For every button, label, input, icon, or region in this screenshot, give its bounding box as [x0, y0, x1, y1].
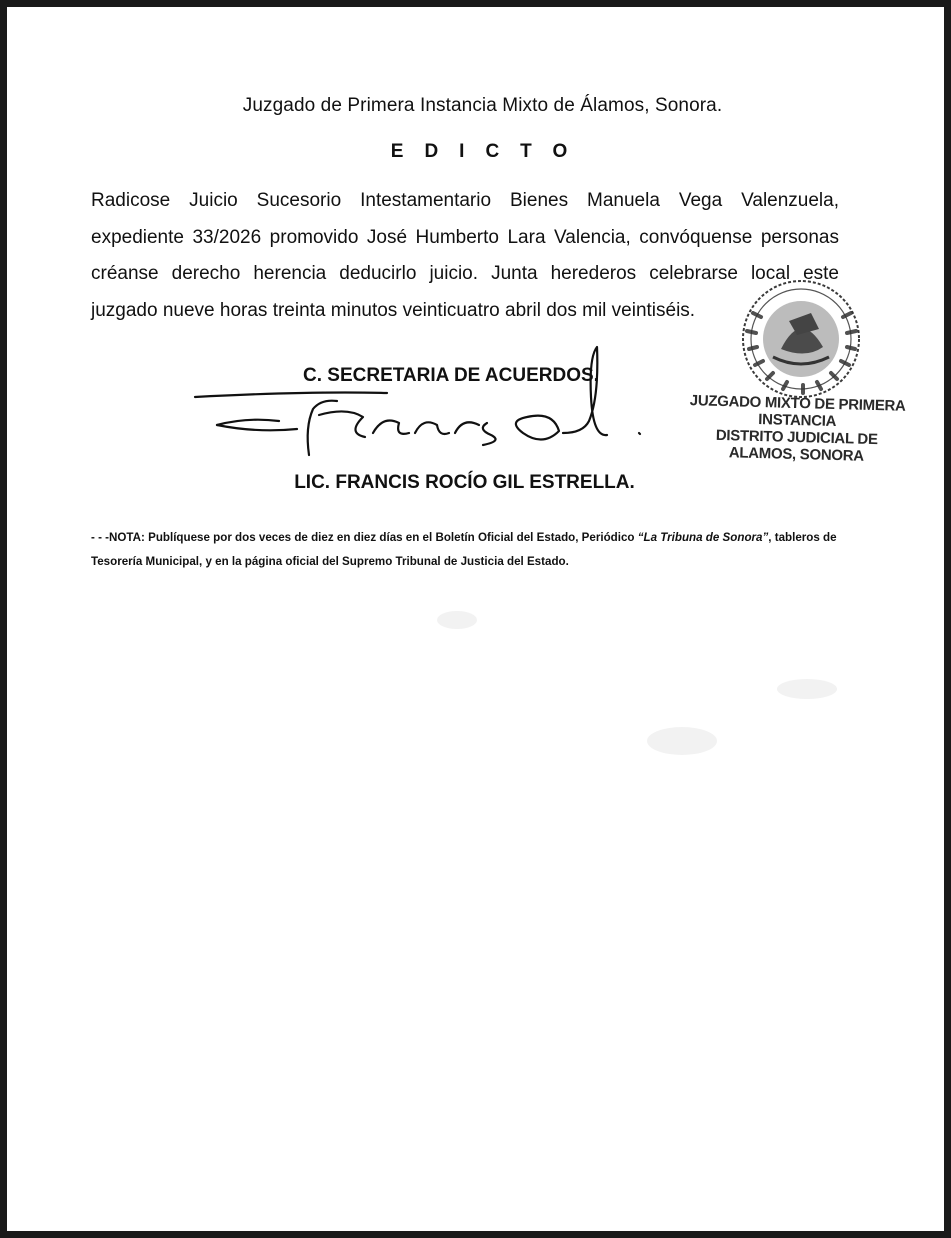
scan-smudge: [777, 679, 837, 699]
stamp-line-1: JUZGADO MIXTO DE PRIMERA: [689, 392, 906, 415]
signer-name: LIC. FRANCIS ROCÍO GIL ESTRELLA.: [294, 472, 635, 493]
publication-note: [91, 526, 871, 574]
edict-body: Radicose Juicio Sucesorio Intestamentario Bienes Manuela Vega Valenzuela, expediente 33/2026 promovido José Humberto Lara Valencia, convóquense personas créanse derecho herencia deducirlo juicio. Junta herederos celebrarse local este juzgado nueve horas treinta minutos veinticuatro abril dos mil veintiséis.: [91, 190, 839, 321]
note-prefix: - - -NOTA: Publíquese por dos veces de diez en diez días en el Boletín Oficial del Estado, Periódico: [91, 531, 638, 544]
scan-smudge: [647, 727, 717, 755]
court-stamp: [674, 392, 920, 466]
document-title: EDICTO: [390, 141, 589, 162]
stamp-line-4: ALAMOS, SONORA: [728, 444, 865, 465]
scan-smudge: [437, 611, 477, 629]
stamp-line-3: DISTRITO JUDICIAL DE: [715, 426, 878, 449]
handwritten-signature-icon: [187, 337, 647, 467]
note-suffix: , tableros de Tesorería Municipal, y en la página oficial del Supremo Tribunal de Justicia del Estado.: [91, 531, 837, 568]
court-header: Juzgado de Primera Instancia Mixto de Álamos, Sonora.: [242, 95, 723, 116]
secretary-title: C. SECRETARIA DE ACUERDOS.: [303, 365, 599, 386]
stamp-line-2: INSTANCIA: [758, 410, 837, 431]
newspaper-name: “La Tribuna de Sonora”: [637, 531, 769, 544]
